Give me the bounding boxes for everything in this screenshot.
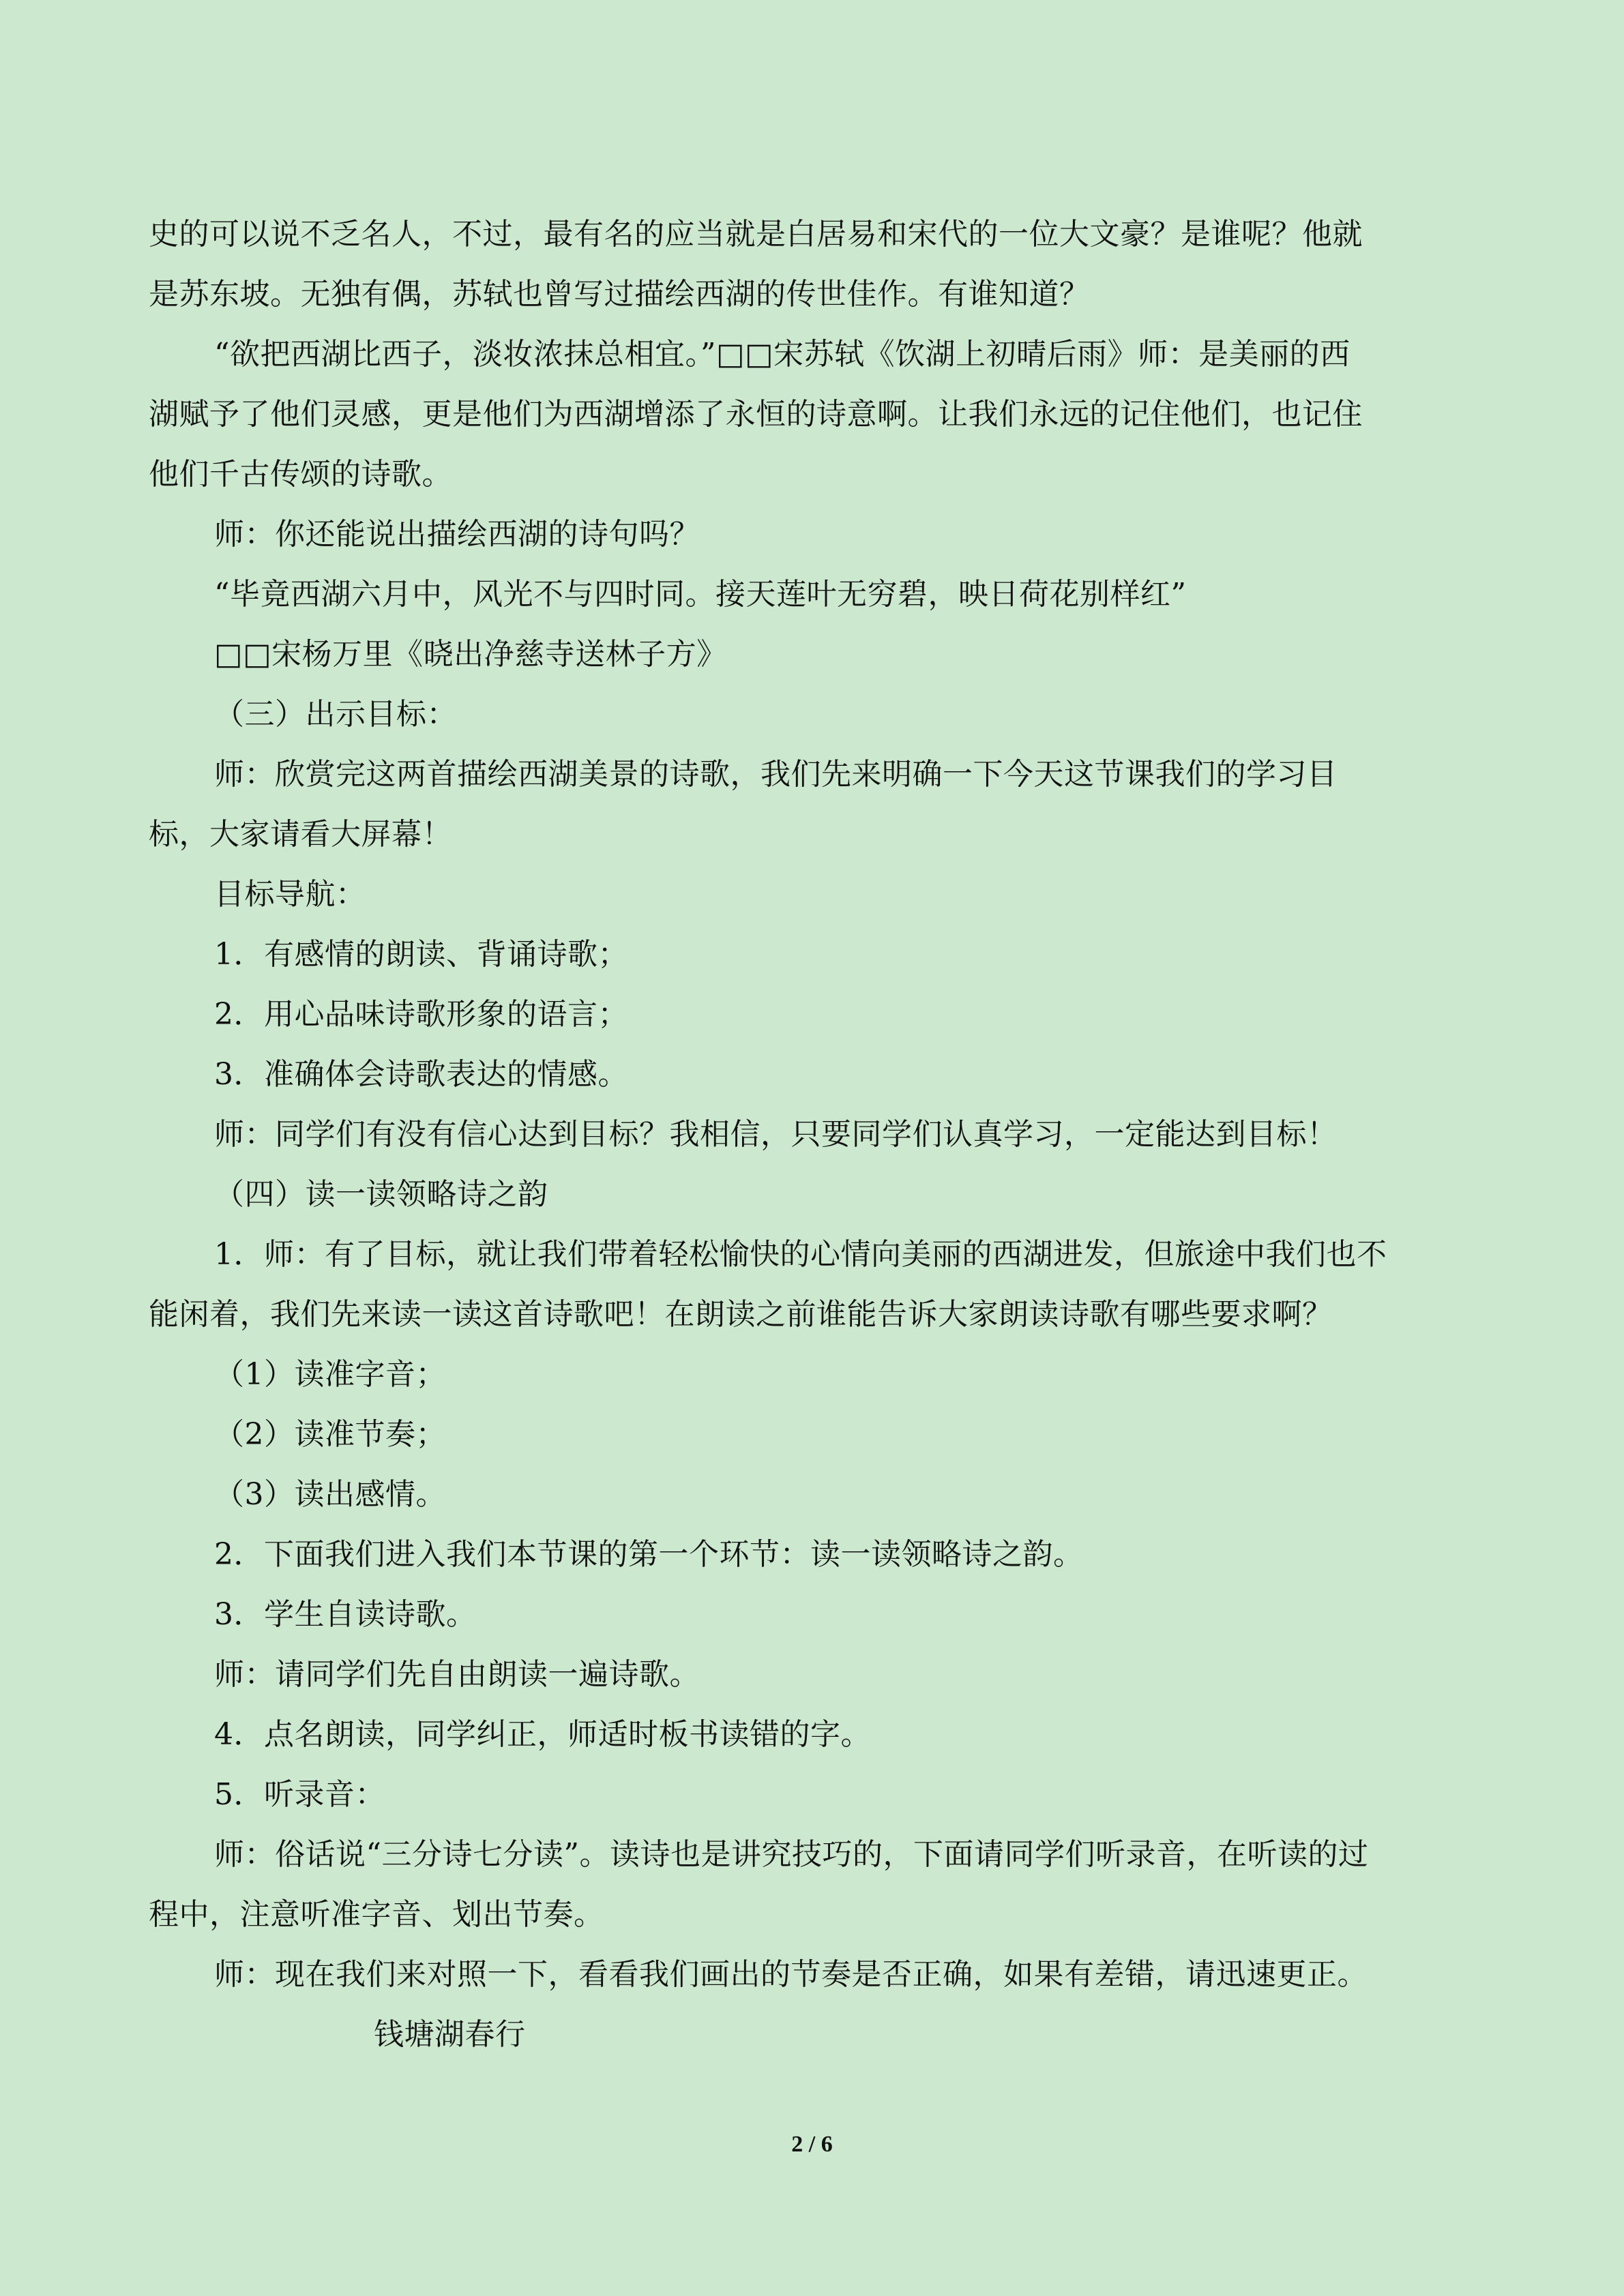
text-line: “欲把西湖比西子，淡妆浓抹总相宜。”□□宋苏轼《饮湖上初晴后雨》师：是美丽的西 [214,337,1350,372]
text-line: 标，大家请看大屏幕！ [149,817,452,852]
text-line: 1．师：有了目标，就让我们带着轻松愉快的心情向美丽的西湖进发，但旅途中我们也不 [214,1237,1387,1272]
list-item: （1）读准字音； [214,1357,446,1392]
text-line: 是苏东坡。无独有偶，苏轼也曾写过描绘西湖的传世佳作。有谁知道？ [149,277,1090,312]
text-line: 他们千古传颂的诗歌。 [149,457,452,492]
list-item: 3．准确体会诗歌表达的情感。 [214,1057,628,1092]
text-line: 3．学生自读诗歌。 [214,1597,477,1632]
text-line: 2．下面我们进入我们本节课的第一个环节：读一读领略诗之韵。 [214,1537,1084,1572]
text-line: 师：欣赏完这两首描绘西湖美景的诗歌，我们先来明确一下今天这节课我们的学习目 [214,757,1338,792]
text-line: 湖赋予了他们灵感，更是他们为西湖增添了永恒的诗意啊。让我们永远的记住他们，也记住 [149,397,1363,432]
list-item: 1．有感情的朗读、背诵诗歌； [214,937,628,972]
poem-title: 钱塘湖春行 [374,2017,526,2052]
section-heading: （四）读一读领略诗之韵 [214,1177,548,1212]
list-item: （3）读出感情。 [214,1477,446,1512]
text-line: 师：请同学们先自由朗读一遍诗歌。 [214,1657,700,1692]
text-line: 能闲着，我们先来读一读这首诗歌吧！在朗读之前谁能告诉大家朗读诗歌有哪些要求啊？ [149,1297,1333,1332]
page-body [149,205,1475,2065]
text-line: 4．点名朗读，同学纠正，师适时板书读错的字。 [214,1717,871,1752]
text-line: 程中，注意听准字音、划出节奏。 [149,1897,604,1932]
list-item: （2）读准节奏； [214,1417,446,1452]
text-line: 史的可以说不乏名人，不过，最有名的应当就是白居易和宋代的一位大文豪？是谁呢？他就 [149,217,1363,252]
page-number: 2 / 6 [791,2132,833,2157]
text-line: 目标导航： [214,877,366,912]
text-line: □□宋杨万里《晓出净慈寺送林子方》 [214,637,727,672]
text-line: 师：俗话说“三分诗七分读”。读诗也是讲究技巧的，下面请同学们听录音，在听读的过 [214,1837,1369,1872]
text-line: 5．听录音： [214,1777,385,1812]
list-item: 2．用心品味诗歌形象的语言； [214,997,628,1032]
text-line: 师：你还能说出描绘西湖的诗句吗？ [214,517,700,552]
text-line: 师：同学们有没有信心达到目标？我相信，只要同学们认真学习，一定能达到目标！ [214,1117,1338,1152]
section-heading: （三）出示目标： [214,697,457,732]
text-line: “毕竟西湖六月中，风光不与四时同。接天莲叶无穷碧，映日荷花别样红” [214,577,1187,612]
text-line: 师：现在我们来对照一下，看看我们画出的节奏是否正确，如果有差错，请迅速更正。 [214,1957,1368,1992]
